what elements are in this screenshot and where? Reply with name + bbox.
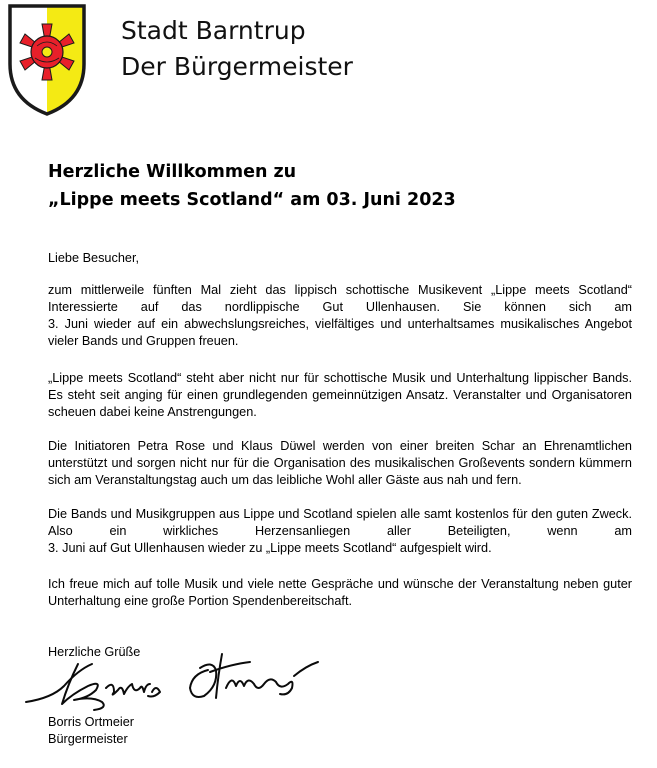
paragraph-line: „Lippe meets Scotland“ steht aber nicht nur für schottische Musik und Unterhaltung lippischer Bands.	[48, 371, 632, 385]
paragraph-line: scheuen dabei keine Anstrengungen.	[48, 405, 257, 419]
letterhead-office: Der Bürgermeister	[121, 52, 353, 81]
letter-title-line2: „Lippe meets Scotland“ am 03. Juni 2023	[48, 190, 456, 210]
closing-greeting: Herzliche Grüße	[48, 645, 141, 659]
paragraph-4	[48, 506, 632, 557]
paragraph-5	[48, 576, 632, 610]
paragraph-line: Es steht seit anging für einen grundlegenden gemeinnützigen Ansatz. Veranstalter und Organisatoren	[48, 388, 632, 402]
handwritten-signature	[22, 640, 322, 720]
paragraph-line: zum mittlerweile fünften Mal zieht das lippisch schottische Musikevent „Lippe meets Scotland“	[48, 283, 632, 297]
paragraph-3	[48, 438, 632, 489]
signatory-role: Bürgermeister	[48, 732, 128, 746]
paragraph-1	[48, 282, 632, 350]
salutation: Liebe Besucher,	[48, 251, 139, 265]
letter-title-line1: Herzliche Willkommen zu	[48, 162, 297, 182]
paragraph-line: 3. Juni wieder auf ein abwechslungsreiches, vielfältiges und unterhaltsames musikalisches Angebot	[48, 317, 632, 331]
signatory-name: Borris Ortmeier	[48, 715, 134, 729]
coat-of-arms-logo	[6, 2, 88, 118]
paragraph-line: Unterhaltung eine große Portion Spendenbereitschaft.	[48, 594, 352, 608]
paragraph-line: Die Bands und Musikgruppen aus Lippe und Scotland spielen alle samt kostenlos für den guten Zweck.	[48, 507, 632, 521]
paragraph-line: Ich freue mich auf tolle Musik und viele nette Gespräche und wünsche der Veranstaltung neben guter	[48, 577, 632, 591]
paragraph-line: 3. Juni auf Gut Ullenhausen wieder zu „Lippe meets Scotland“ aufgespielt wird.	[48, 541, 492, 555]
paragraph-line: Die Initiatoren Petra Rose und Klaus Düwel werden von einer breiten Schar an Ehrenamtlichen	[48, 439, 632, 453]
paragraph-2	[48, 370, 632, 421]
paragraph-line: Also ein wirkliches Herzensanliegen aller Beteiligten, wenn am	[48, 524, 632, 538]
letterhead-town: Stadt Barntrup	[121, 16, 306, 45]
paragraph-line: sich am Veranstaltungstag auch um das leibliche Wohl aller Gäste aus nah und fern.	[48, 473, 522, 487]
paragraph-line: Interessierte auf das nordlippische Gut Ullenhausen. Sie können sich am	[48, 300, 632, 314]
paragraph-line: unterstützt und sorgen nicht nur für die Organisation des musikalischen Großevents sondern kümmern	[48, 456, 632, 470]
paragraph-line: vieler Bands und Gruppen freuen.	[48, 334, 239, 348]
